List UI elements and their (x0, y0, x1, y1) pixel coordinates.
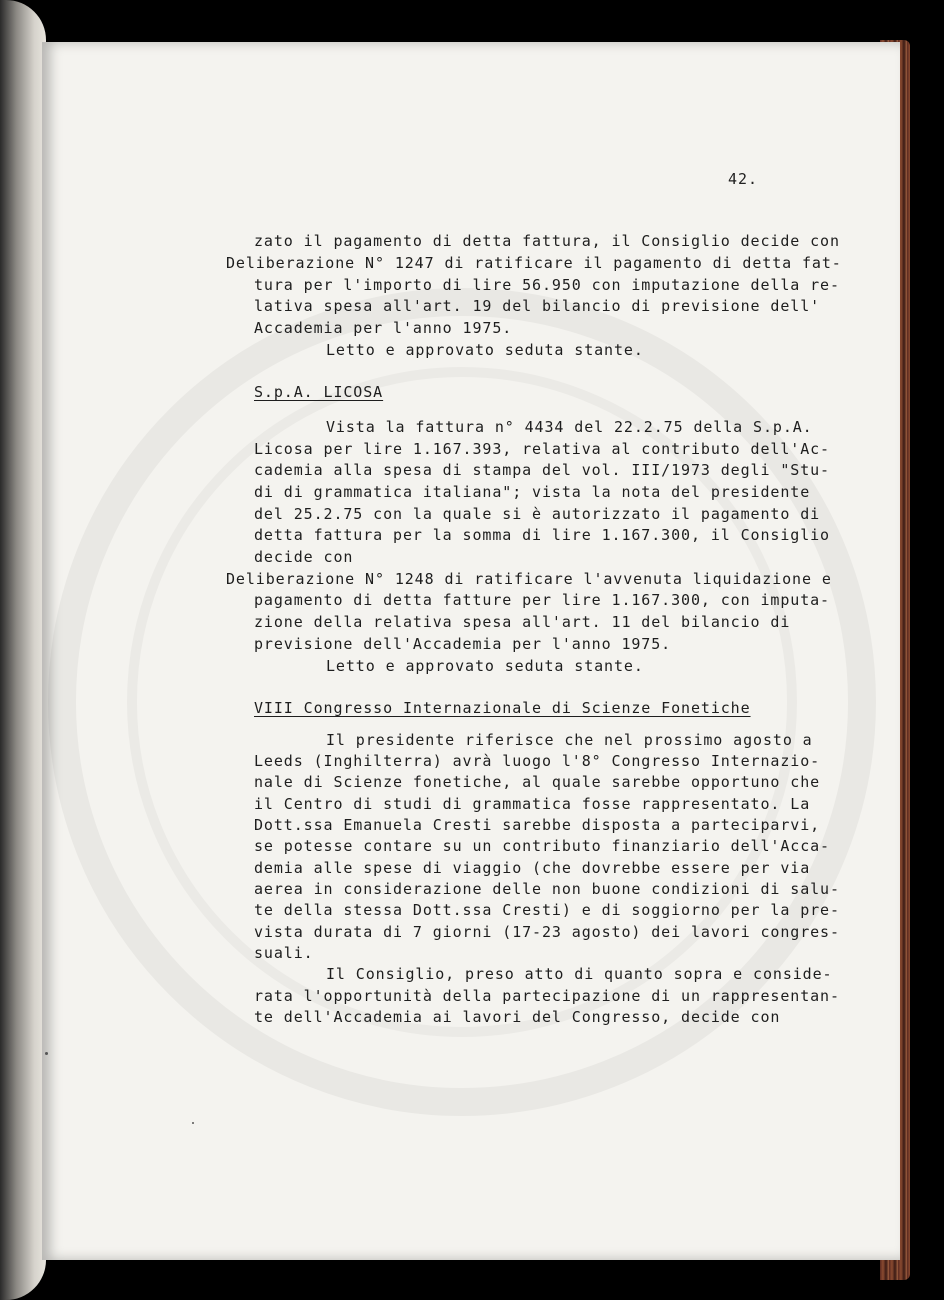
paper-speck (192, 1122, 194, 1124)
body-line: detta fattura per la somma di lire 1.167.300, il Consiglio (254, 526, 830, 544)
body-line: se potesse contare su un contributo finanziario dell'Acca- (254, 837, 830, 855)
body-line: zione della relativa spesa all'art. 11 del bilancio di (254, 613, 791, 631)
body-line: rata l'opportunità della partecipazione di un rappresentan- (254, 987, 840, 1005)
body-line: Accademia per l'anno 1975. (254, 319, 513, 337)
document-page (42, 42, 900, 1260)
body-line: del 25.2.75 con la quale si è autorizzato il pagamento di (254, 505, 821, 523)
body-line: decide con (254, 548, 354, 566)
section-heading-congresso: VIII Congresso Internazionale di Scienze Fonetiche (254, 699, 751, 717)
body-line: lativa spesa all'art. 19 del bilancio di previsione dell' (254, 297, 821, 315)
section-heading-licosa: S.p.A. LICOSA (254, 383, 384, 401)
body-line: Vista la fattura n° 4434 del 22.2.75 della S.p.A. (326, 418, 813, 436)
body-line: zato il pagamento di detta fattura, il Consiglio decide con (254, 232, 840, 250)
body-line: cademia alla spesa di stampa del vol. III/1973 degli "Stu- (254, 461, 830, 479)
body-line: vista durata di 7 giorni (17-23 agosto) dei lavori congres- (254, 923, 840, 941)
body-line: te della stessa Dott.ssa Cresti) e di soggiorno per la pre- (254, 901, 840, 919)
body-line: suali. (254, 944, 314, 962)
body-line: te dell'Accademia ai lavori del Congresso, decide con (254, 1008, 781, 1026)
body-line: il Centro di studi di grammatica fosse rappresentato. La (254, 795, 811, 813)
body-line: Il presidente riferisce che nel prossimo agosto a (326, 731, 813, 749)
approval-line: Letto e approvato seduta stante. (326, 657, 644, 675)
paper-speck (45, 1052, 48, 1055)
body-line: previsione dell'Accademia per l'anno 1975. (254, 635, 672, 653)
body-line: Il Consiglio, preso atto di quanto sopra e conside- (326, 965, 833, 983)
body-line: Dott.ssa Emanuela Cresti sarebbe disposta a parteciparvi, (254, 816, 821, 834)
body-line: demia alle spese di viaggio (che dovrebbe essere per via (254, 859, 811, 877)
body-line: tura per l'importo di lire 56.950 con imputazione della re- (254, 276, 840, 294)
body-line: nale di Scienze fonetiche, al quale sarebbe opportuno che (254, 773, 821, 791)
body-line: Deliberazione N° 1247 di ratificare il pagamento di detta fat- (226, 254, 842, 272)
body-line: Leeds (Inghilterra) avrà luogo l'8° Congresso Internazio- (254, 752, 821, 770)
approval-line: Letto e approvato seduta stante. (326, 341, 644, 359)
body-line: aerea in considerazione delle non buone condizioni di salu- (254, 880, 840, 898)
body-line: Deliberazione N° 1248 di ratificare l'avvenuta liquidazione e (226, 570, 832, 588)
body-line: pagamento di detta fatture per lire 1.167.300, con imputa- (254, 591, 830, 609)
page-number: 42. (728, 170, 759, 188)
body-line: di di grammatica italiana"; vista la nota del presidente (254, 483, 811, 501)
book-spine (0, 0, 46, 1300)
body-line: Licosa per lire 1.167.393, relativa al contributo dell'Ac- (254, 440, 830, 458)
